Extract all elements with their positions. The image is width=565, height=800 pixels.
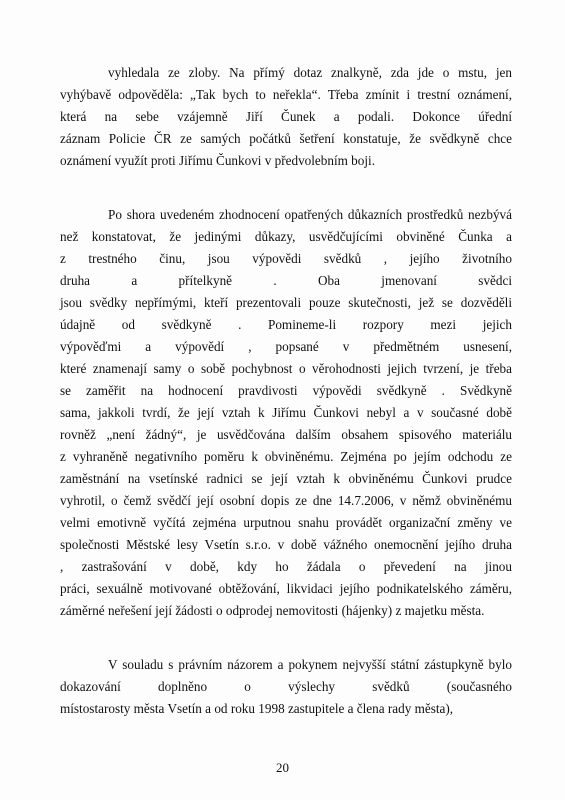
paragraph-2-line-9: se zaměřit na hodnocení pravdivosti výpovědi svědkyně . Svědkyně xyxy=(60,383,512,398)
paragraph-2-line-14: vyhrotil, o čemž svědčí její osobní dopis ze dne 14.7.2006, v němž obviněnému xyxy=(60,493,512,508)
paragraph-2-line-3: z trestného činu, jsou výpovědi svědků , jejího životního xyxy=(60,251,512,266)
paragraph-2-line-11: rovněž „není žádný“, je usvědčována dalším obsahem spisového materiálu xyxy=(60,427,512,442)
paragraph-3-line-2: dokazování doplněno o výslechy svědků (současného xyxy=(60,679,512,694)
paragraph-2-line-15: velmi emotivně vyčítá zejména urputnou snahu provádět organizační změny ve xyxy=(60,515,512,530)
paragraph-2-line-6: údajně od svědkyně . Pomineme-li rozpory mezi jejich xyxy=(60,317,512,332)
paragraph-2-line-13: zaměstnání na vsetínské radnici se její vztah k obviněnému Čunkovi prudce xyxy=(60,471,512,486)
paragraph-2-line-18: práci, sexuálně motivované obtěžování, likvidaci jejího podnikatelského záměru, xyxy=(60,581,512,596)
paragraph-1-line-2: vyhýbavě odpověděla: „Tak bych to neřekla“. Třeba zmínit i trestní oznámení, xyxy=(60,87,512,102)
paragraph-3-line-1: V souladu s právním názorem a pokynem nejvyšší státní zástupkyně bylo xyxy=(108,657,512,672)
paragraph-1-line-1: vyhledala ze zloby. Na přímý dotaz znalkyně, zda jde o mstu, jen xyxy=(108,65,512,80)
paragraph-2-line-5: jsou svědky nepřímými, kteří prezentovali pouze skutečnosti, jež se dozvěděli xyxy=(60,295,512,310)
paragraph-2-line-12: z vyhraněně negativního poměru k obviněnému. Zejména po jejím odchodu ze xyxy=(60,449,512,464)
paragraph-1-line-3: která na sebe vzájemně Jiří Čunek a podali. Dokonce úřední xyxy=(60,109,512,124)
paragraph-2-line-19: záměrné neřešení její žádosti o odprodej nemovitosti (hájenky) z majetku města. xyxy=(60,603,485,618)
paragraph-3-line-3: místostarosty města Vsetín a od roku 1998 zastupitele a člena rady města), xyxy=(60,701,454,716)
paragraph-2-line-7: výpověďmi a výpovědí , popsané v předmětném usnesení, xyxy=(60,339,512,354)
paragraph-2-line-4: druha a přítelkyně . Oba jmenovaní svědci xyxy=(60,273,512,288)
paragraph-2-line-1: Po shora uvedeném zhodnocení opatřených důkazních prostředků nezbývá xyxy=(108,207,512,222)
paragraph-2-line-8: které znamenají samy o sobě pochybnost o věrohodnosti jejich tvrzení, je třeba xyxy=(60,361,512,376)
page-number: 20 xyxy=(276,760,289,775)
paragraph-1-line-4: záznam Policie ČR ze samých počátků šetření konstatuje, že svědkyně chce xyxy=(60,131,512,146)
paragraph-2-line-10: sama, jakkoli tvrdí, že její vztah k Jiřímu Čunkovi nebyl a v současné době xyxy=(60,405,512,420)
paragraph-1-line-5: oznámení využít proti Jiřímu Čunkovi v předvolebním boji. xyxy=(60,153,375,168)
paragraph-2-line-16: společnosti Městské lesy Vsetín s.r.o. v době vážného onemocnění jejího druha xyxy=(60,537,512,552)
paragraph-2-line-2: než konstatovat, že jedinými důkazy, usvědčujícími obviněné Čunka a xyxy=(60,229,512,244)
paragraph-2-line-17: , zastrašování v době, kdy ho žádala o převedení na jinou xyxy=(60,559,512,574)
